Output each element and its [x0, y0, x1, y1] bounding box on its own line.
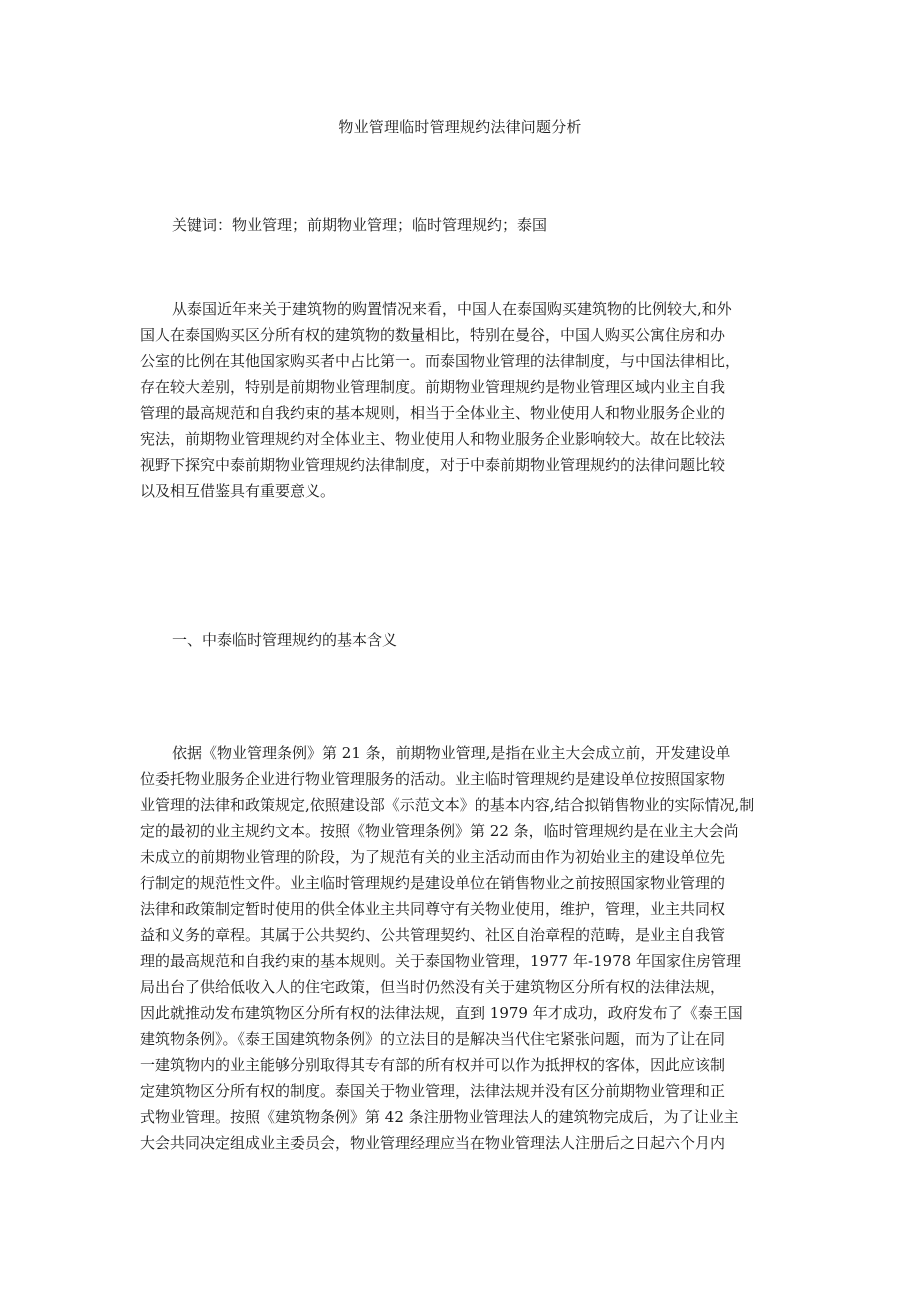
paragraph-line: 局出台了供给低收入人的住宅政策，但当时仍然没有关于建筑物区分所有权的法律法规， — [140, 978, 726, 996]
paragraph-line: 建筑物条例》。《泰王国建筑物条例》的立法目的是解决当代住宅紧张问题，而为了让在同 — [140, 1030, 726, 1048]
paragraph-line: 行制定的规范性文件。业主临时管理规约是建设单位在销售物业之前按照国家物业管理的 — [140, 874, 726, 892]
paragraph-line: 益和义务的章程。其属于公共契约、公共管理契约、社区自治章程的范畴，是业主自我管 — [140, 926, 726, 944]
paragraph-line: 从泰国近年来关于建筑物的购置情况来看，中国人在泰国购买建筑物的比例较大,和外 — [172, 300, 732, 318]
paragraph-line: 存在较大差别，特别是前期物业管理制度。前期物业管理规约是物业管理区域内业主自我 — [140, 378, 726, 396]
paragraph-line: 宪法，前期物业管理规约对全体业主、物业使用人和物业服务企业影响较大。故在比较法 — [140, 430, 726, 448]
paragraph-line: 法律和政策制定暂时使用的供全体业主共同尊守有关物业使用，维护，管理，业主共同权 — [140, 900, 726, 918]
paragraph-line: 一建筑物内的业主能够分别取得其专有部的所有权并可以作为抵押权的客体，因此应该制 — [140, 1056, 726, 1074]
paragraph-line: 因此就推动发布建筑物区分所有权的法律法规，直到 1979 年才成功，政府发布了《泰王国 — [140, 1004, 743, 1022]
paragraph-line: 位委托物业服务企业进行物业管理服务的活动。业主临时管理规约是建设单位按照国家物 — [140, 770, 726, 788]
paragraph-line: 定的最初的业主规约文本。按照《物业管理条例》第 22 条，临时管理规约是在业主大会尚 — [140, 822, 739, 840]
paragraph-line: 未成立的前期物业管理的阶段，为了规范有关的业主活动而由作为初始业主的建设单位先 — [140, 848, 726, 866]
document-title: 物业管理临时管理规约法律问题分析 — [338, 118, 582, 136]
paragraph-line: 依据《物业管理条例》第 21 条，前期物业管理,是指在业主大会成立前，开发建设单 — [172, 744, 731, 762]
paragraph-line: 定建筑物区分所有权的制度。泰国关于物业管理，法律法规并没有区分前期物业管理和正 — [140, 1082, 726, 1100]
intro-paragraph — [140, 296, 790, 504]
section-heading: 一、中泰临时管理规约的基本含义 — [172, 631, 398, 649]
paragraph-line: 业管理的法律和政策规定,依照建设部《示范文本》的基本内容,结合拟销售物业的实际情况,制 — [140, 796, 755, 814]
paragraph-line: 以及相互借鉴具有重要意义。 — [140, 482, 336, 500]
paragraph-line: 国人在泰国购买区分所有权的建筑物的数量相比，特别在曼谷，中国人购买公寓住房和办 — [140, 326, 726, 344]
paragraph-line: 视野下探究中泰前期物业管理规约法律制度，对于中泰前期物业管理规约的法律问题比较 — [140, 456, 726, 474]
section-paragraph — [140, 740, 790, 1156]
keywords-line: 关键词：物业管理；前期物业管理；临时管理规约；泰国 — [172, 216, 548, 234]
paragraph-line: 公室的比例在其他国家购买者中占比第一。而泰国物业管理的法律制度，与中国法律相比， — [140, 352, 741, 370]
paragraph-line: 管理的最高规范和自我约束的基本规则，相当于全体业主、物业使用人和物业服务企业的 — [140, 404, 726, 422]
paragraph-line: 式物业管理。按照《建筑物条例》第 42 条注册物业管理法人的建筑物完成后，为了让业主 — [140, 1108, 739, 1126]
paragraph-line: 大会共同决定组成业主委员会，物业管理经理应当在物业管理法人注册后之日起六个月内 — [140, 1134, 726, 1152]
paragraph-line: 理的最高规范和自我约束的基本规则。关于泰国物业管理，1977 年-1978 年国家住房管理 — [140, 952, 741, 970]
